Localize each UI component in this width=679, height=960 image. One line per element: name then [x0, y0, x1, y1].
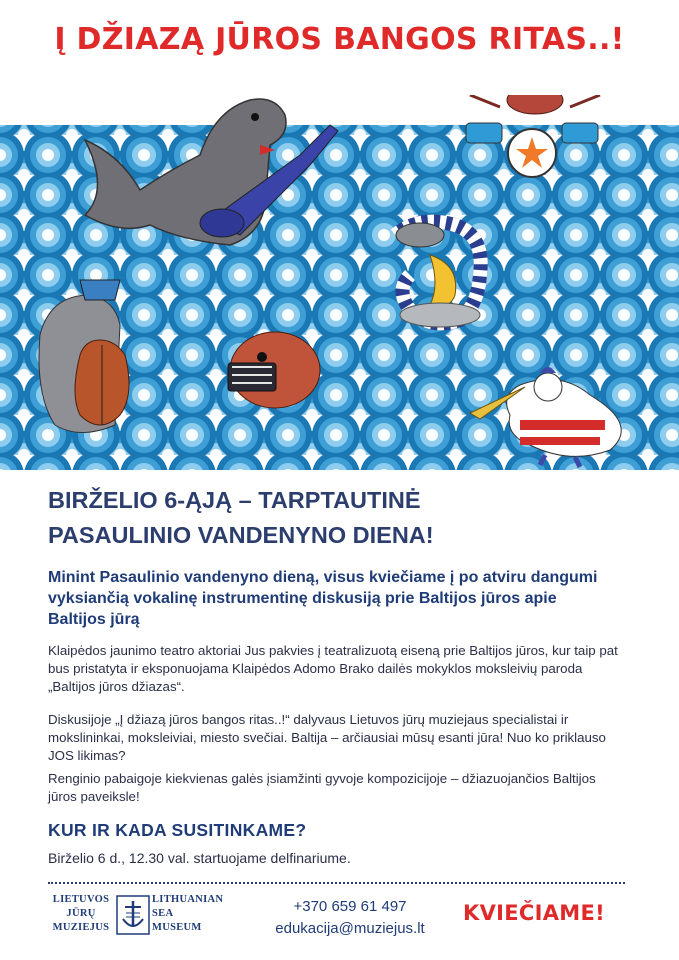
page-title: Į DŽIAZĄ JŪROS BANGOS RITAS..! — [54, 22, 625, 57]
logo-en-line: MUSEUM — [152, 922, 202, 933]
logo-en-line: LITHUANIAN — [152, 894, 224, 905]
meeting-heading: KUR IR KADA SUSITINKAME? — [48, 820, 307, 840]
phone-number[interactable]: +370 659 61 497 — [293, 898, 407, 915]
contact-info — [260, 896, 440, 940]
logo-name-lithuanian — [48, 893, 114, 935]
paragraph-discussion: Diskusijoje „Į džiazą jūros bangos ritas..!“ dalyvaus Lietuvos jūrų muziejaus specialistai ir mokslininkai, moksleiviai, miesto svečiai. Baltija – arčiausiai mūsų esanti jūra! Nuo ko priklauso JOS likimas? — [48, 712, 606, 763]
invite-label: KVIEČIAME! — [463, 901, 605, 925]
email-address[interactable]: edukacija@muziejus.lt — [275, 920, 425, 937]
intro-text: Minint Pasaulinio vandenyno dieną, visus kviečiame į po atviru dangumi vyksiančią vokalinę instrumentinę diskusiją prie Baltijos jūros apie Baltijos jūrą — [48, 569, 598, 628]
logo-lt-line: MUZIEJUS — [52, 922, 110, 933]
headline-line-1: BIRŽELIO 6-ĄJĄ – TARPTAUTINĖ — [48, 487, 421, 513]
logo-lt-line: JŪRŲ — [66, 908, 96, 919]
anchor-emblem-icon — [116, 895, 150, 935]
logo-lt-line: LIETUVOS — [52, 894, 110, 905]
paragraph-theatre: Klaipėdos jaunimo teatro aktoriai Jus pakvies į teatralizuotą eiseną prie Baltijos jūros, kur taip pat bus pristatyta ir eksponuojama Klaipėdos Adomo Brako dailės mokyklos moksleivių paroda „Baltijos jūros džiazas“. — [48, 643, 618, 694]
paragraph-finale: Renginio pabaigoje kiekvienas galės įsiamžinti gyvoje kompozicijoje – džiazuojančios Baltijos jūros paveiksle! — [48, 771, 596, 804]
logo-name-english — [152, 893, 238, 935]
footer-divider — [48, 882, 625, 884]
meeting-details: Birželio 6 d., 12.30 val. startuojame delfinariume. — [48, 850, 351, 866]
headline-line-2: PASAULINIO VANDENYNO DIENA! — [48, 522, 434, 548]
museum-logo — [48, 893, 238, 945]
jazz-sea-illustration — [0, 95, 679, 470]
event-headline — [48, 483, 518, 553]
logo-en-line: SEA — [152, 908, 174, 919]
